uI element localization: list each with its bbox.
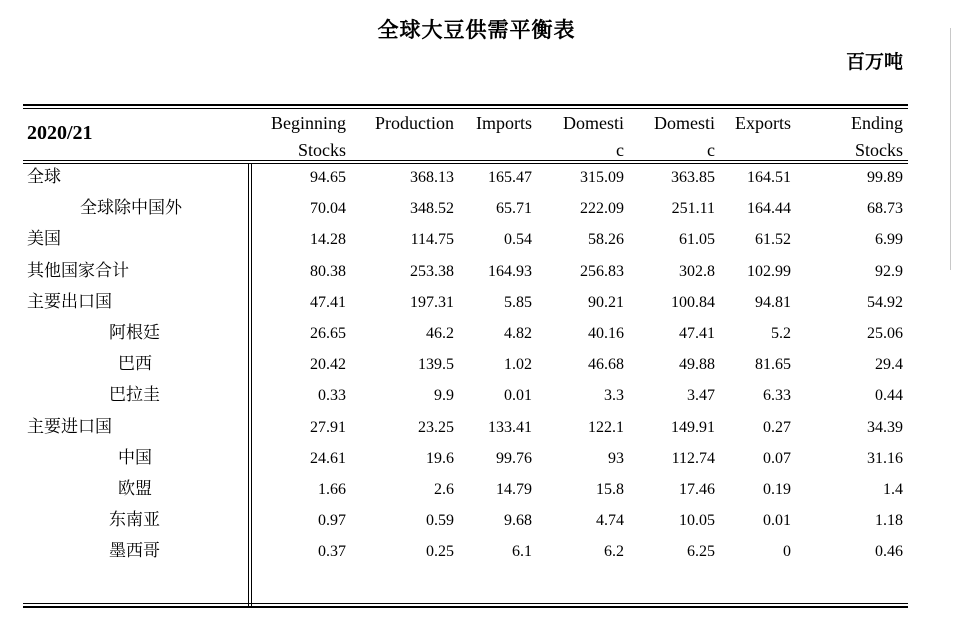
table-cell: 164.44 (747, 200, 791, 218)
unit-label: 百万吨 (845, 51, 903, 73)
table-cell: 0.44 (875, 387, 903, 405)
table-cell: 46.2 (426, 325, 454, 342)
bottom-rule-thin (23, 603, 908, 604)
table-title: 全球大豆供需平衡表 (377, 17, 576, 42)
row-label: 全球除中国外 (80, 198, 182, 219)
table-cell: 17.46 (679, 481, 715, 498)
table-row (0, 226, 953, 257)
row-label: 美国 (27, 229, 61, 250)
table-cell: 40.16 (588, 325, 624, 342)
table-cell: 114.75 (410, 231, 454, 249)
table-cell: 197.31 (410, 293, 454, 311)
column-header-line2: Stocks (854, 140, 903, 160)
table-cell: 133.41 (488, 418, 532, 436)
table-cell: 0.46 (875, 543, 903, 561)
table-cell: 23.25 (418, 418, 454, 436)
table-cell: 49.88 (679, 356, 715, 374)
table-cell: 165.47 (488, 169, 532, 186)
bottom-rule-thick (23, 606, 908, 608)
table-cell: 14.79 (496, 481, 532, 498)
table-cell: 90.21 (588, 293, 624, 311)
table-cell: 0.27 (763, 418, 791, 436)
table-cell: 24.61 (310, 449, 346, 467)
row-label: 中国 (118, 447, 152, 468)
table-cell: 99.76 (496, 449, 532, 467)
table-row (0, 164, 953, 195)
table-cell: 0.01 (504, 387, 532, 405)
table-cell: 80.38 (310, 262, 346, 280)
table-row (0, 382, 953, 413)
row-label: 其他国家合计 (27, 260, 129, 281)
table-cell: 5.2 (771, 325, 791, 342)
table-cell: 222.09 (580, 200, 624, 218)
table-cell: 6.99 (875, 231, 903, 249)
row-label: 欧盟 (118, 479, 152, 499)
table-cell: 6.25 (687, 543, 715, 561)
table-cell: 19.6 (426, 449, 454, 467)
table-cell: 29.4 (875, 356, 903, 374)
table-cell: 112.74 (671, 449, 715, 467)
table-cell: 20.42 (310, 356, 346, 374)
table-cell: 81.65 (755, 356, 791, 374)
table-cell: 61.05 (679, 231, 715, 249)
table-cell: 5.85 (504, 293, 532, 311)
column-header-line1: Exports (735, 113, 791, 133)
table-cell: 94.65 (310, 169, 346, 186)
table-cell: 139.5 (418, 356, 454, 374)
table-cell: 94.81 (755, 293, 791, 311)
table-cell: 1.18 (875, 512, 903, 530)
table-cell: 1.4 (883, 481, 903, 498)
column-header-line1: Beginning (271, 113, 346, 133)
table-cell: 9.68 (504, 512, 532, 530)
table-cell: 251.11 (671, 200, 715, 218)
table-cell: 2.6 (434, 481, 454, 498)
table-cell: 0.25 (426, 543, 454, 561)
column-header-line1: Production (375, 113, 454, 133)
table-row (0, 195, 953, 226)
year-header: 2020/21 (27, 122, 93, 144)
table-cell: 363.85 (671, 169, 715, 186)
table-cell: 61.52 (755, 231, 791, 249)
column-header-line2: Stocks (297, 140, 346, 160)
table-cell: 46.68 (588, 356, 624, 374)
table-cell: 15.8 (596, 481, 624, 498)
table-cell: 93 (608, 449, 624, 467)
header-rule-1 (23, 160, 908, 161)
table-cell: 0.07 (763, 449, 791, 467)
top-rule-thin (23, 108, 908, 109)
column-header-line1: Domesti (654, 113, 715, 133)
column-header-line2: c (616, 140, 624, 160)
table-cell: 3.47 (687, 387, 715, 405)
row-label: 巴西 (118, 354, 152, 375)
table-cell: 102.99 (747, 262, 791, 280)
table-row (0, 538, 953, 569)
table-cell: 149.91 (671, 418, 715, 436)
column-header-line1: Imports (476, 113, 532, 133)
table-row (0, 476, 953, 507)
table-cell: 164.93 (488, 262, 532, 280)
table-row (0, 289, 953, 320)
table-cell: 6.1 (512, 543, 532, 561)
column-header-line2: c (707, 140, 715, 160)
column-header-line1: Ending (851, 113, 903, 133)
table-row (0, 351, 953, 382)
table-cell: 6.33 (763, 387, 791, 405)
table-cell: 58.26 (588, 231, 624, 249)
table-cell: 1.66 (318, 481, 346, 498)
table-cell: 0.97 (318, 512, 346, 530)
table-cell: 302.8 (679, 262, 715, 280)
table-cell: 31.16 (867, 449, 903, 467)
top-rule-thick (23, 104, 908, 106)
row-label: 东南亚 (109, 510, 160, 531)
table-cell: 27.91 (310, 418, 346, 436)
row-label: 阿根廷 (109, 323, 160, 343)
table-cell: 47.41 (310, 293, 346, 311)
table-cell: 26.65 (310, 325, 346, 342)
table-cell: 68.73 (867, 200, 903, 218)
table-cell: 122.1 (588, 418, 624, 436)
table-cell: 256.83 (580, 262, 624, 280)
table-row (0, 414, 953, 445)
row-label: 巴拉圭 (109, 385, 160, 406)
table-cell: 368.13 (410, 169, 454, 186)
table-cell: 0.19 (763, 481, 791, 498)
table-cell: 99.89 (867, 169, 903, 186)
table-row (0, 507, 953, 538)
table-cell: 0.59 (426, 512, 454, 530)
table-cell: 4.74 (596, 512, 624, 530)
row-label: 主要进口国 (27, 416, 112, 437)
table-cell: 65.71 (496, 200, 532, 218)
table-cell: 47.41 (679, 325, 715, 342)
table-cell: 34.39 (867, 418, 903, 436)
row-label: 墨西哥 (109, 541, 160, 562)
table-row (0, 320, 953, 351)
table-cell: 0 (783, 543, 791, 561)
table-cell: 164.51 (747, 169, 791, 186)
row-label: 主要出口国 (27, 291, 112, 312)
table-cell: 1.02 (504, 356, 532, 374)
table-cell: 0.33 (318, 387, 346, 405)
table-cell: 0.01 (763, 512, 791, 530)
table-cell: 315.09 (580, 169, 624, 186)
table-cell: 348.52 (410, 200, 454, 218)
table-cell: 4.82 (504, 325, 532, 342)
table-cell: 10.05 (679, 512, 715, 530)
table-row (0, 258, 953, 289)
table-cell: 14.28 (310, 231, 346, 249)
table-cell: 25.06 (867, 325, 903, 342)
table-cell: 92.9 (875, 262, 903, 280)
table-cell: 100.84 (671, 293, 715, 311)
table-cell: 0.54 (504, 231, 532, 249)
table-cell: 70.04 (310, 200, 346, 218)
table-cell: 9.9 (434, 387, 454, 405)
table-cell: 0.37 (318, 543, 346, 561)
table-cell: 54.92 (867, 293, 903, 311)
row-label: 全球 (27, 167, 61, 187)
table-cell: 6.2 (604, 543, 624, 561)
table-cell: 3.3 (604, 387, 624, 405)
table-cell: 253.38 (410, 262, 454, 280)
table-row (0, 445, 953, 476)
column-header-line1: Domesti (563, 113, 624, 133)
